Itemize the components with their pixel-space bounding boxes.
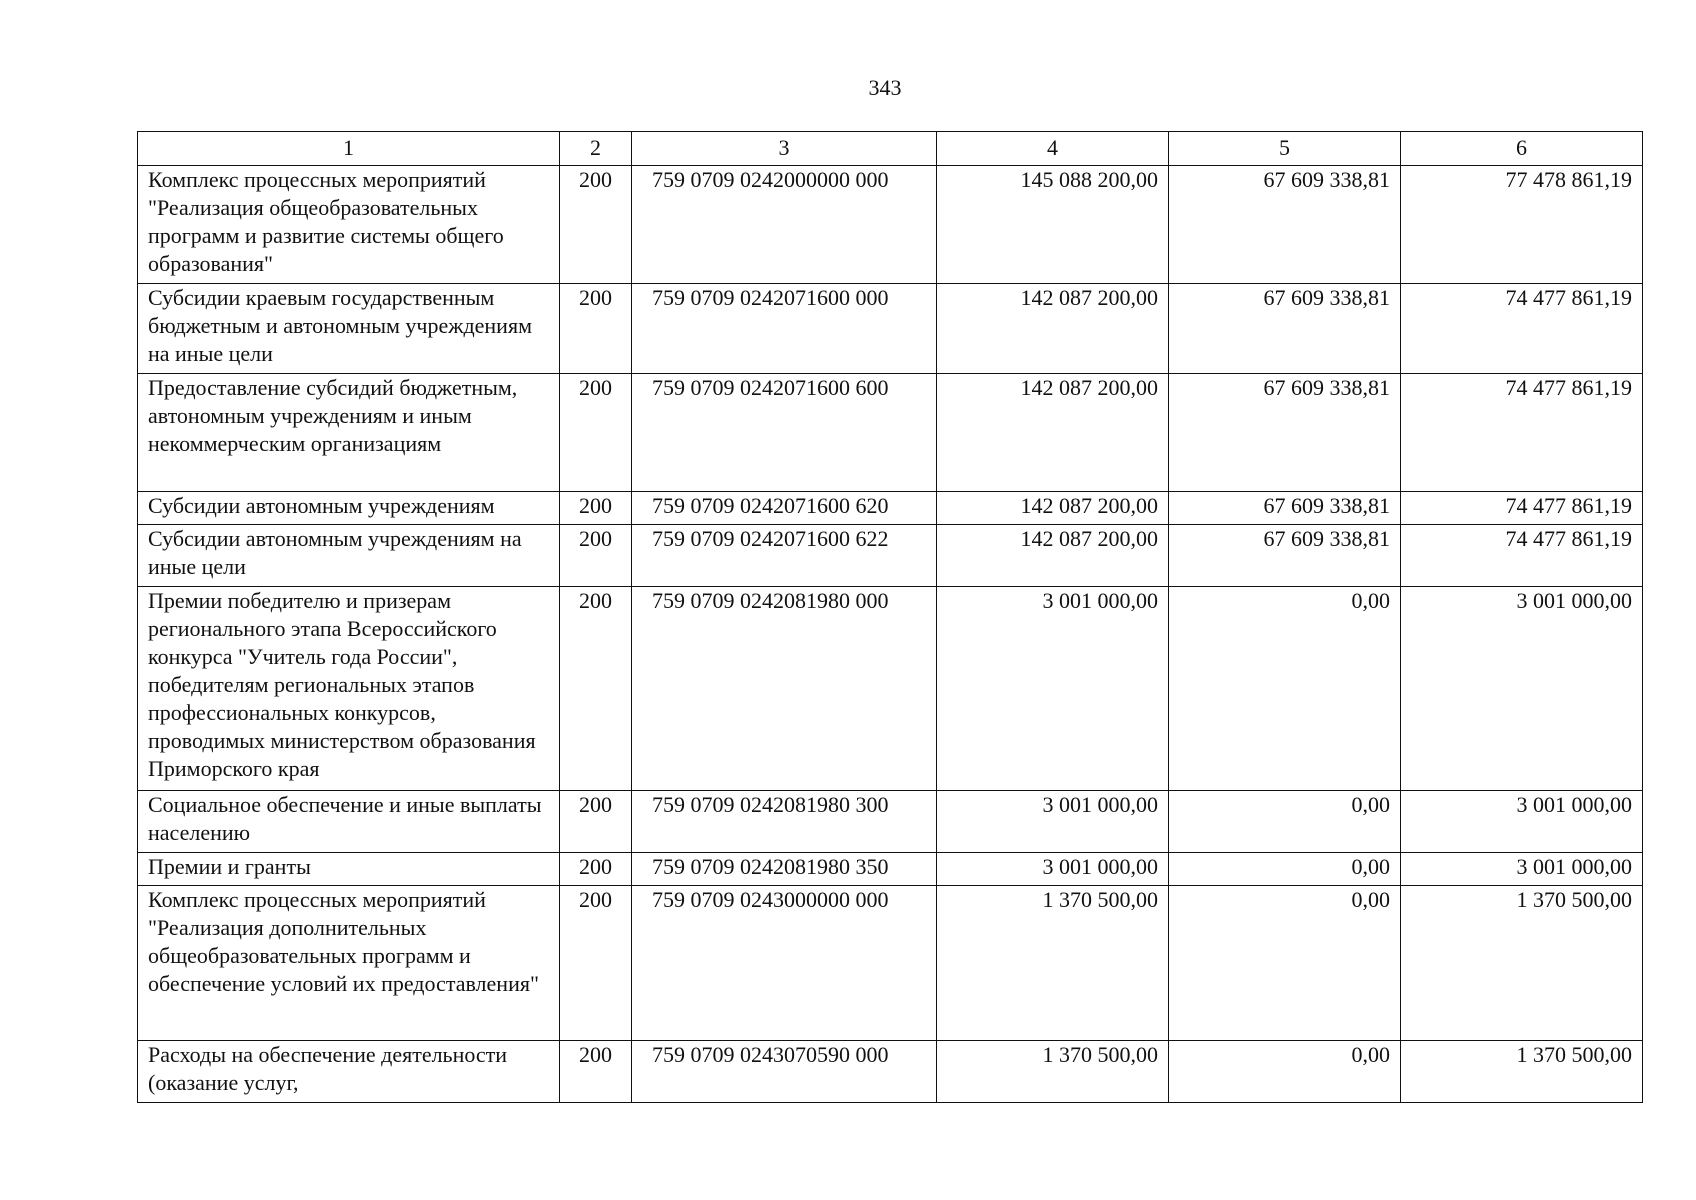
row-value-5: 67 609 338,81 [1169,166,1401,284]
row-code: 759 0709 0242071600 000 [632,284,937,374]
row-value-6: 3 001 000,00 [1401,587,1643,791]
row-code: 759 0709 0242071600 600 [632,374,937,492]
column-header-5: 5 [1169,132,1401,166]
table-row [138,374,1643,492]
row-value-5: 0,00 [1169,853,1401,886]
row-value-5: 67 609 338,81 [1169,492,1401,525]
row-name: Субсидии автономным учреждениям на иные цели [138,525,560,587]
table-body [138,166,1643,1103]
row-value-6: 74 477 861,19 [1401,492,1643,525]
column-header-6: 6 [1401,132,1643,166]
row-name: Социальное обеспечение и иные выплаты населению [138,791,560,853]
budget-table [137,131,1643,1103]
row-column-2: 200 [560,166,632,284]
row-column-2: 200 [560,587,632,791]
table-row [138,1041,1643,1103]
table-row [138,853,1643,886]
row-name: Субсидии автономным учреждениям [138,492,560,525]
row-value-4: 3 001 000,00 [937,853,1169,886]
column-header-1: 1 [138,132,560,166]
row-value-4: 1 370 500,00 [937,1041,1169,1103]
row-code: 759 0709 0243070590 000 [632,1041,937,1103]
row-code: 759 0709 0242081980 000 [632,587,937,791]
row-code: 759 0709 0242081980 350 [632,853,937,886]
page-number: 343 [868,75,902,100]
row-column-2: 200 [560,492,632,525]
row-value-4: 145 088 200,00 [937,166,1169,284]
row-code: 759 0709 0242071600 622 [632,525,937,587]
row-value-6: 74 477 861,19 [1401,525,1643,587]
table-row [138,791,1643,853]
row-name: Комплекс процессных мероприятий "Реализация дополнительных общеобразовательных программ и обеспечение условий их предоставления" [138,886,560,1041]
row-value-5: 0,00 [1169,886,1401,1041]
column-header-2: 2 [560,132,632,166]
row-value-6: 74 477 861,19 [1401,374,1643,492]
row-column-2: 200 [560,284,632,374]
table-row [138,284,1643,374]
row-value-5: 0,00 [1169,1041,1401,1103]
row-column-2: 200 [560,525,632,587]
row-column-2: 200 [560,1041,632,1103]
row-value-4: 142 087 200,00 [937,374,1169,492]
column-header-4: 4 [937,132,1169,166]
column-header-3: 3 [632,132,937,166]
row-code: 759 0709 0242081980 300 [632,791,937,853]
row-value-6: 74 477 861,19 [1401,284,1643,374]
row-value-6: 3 001 000,00 [1401,853,1643,886]
row-value-6: 1 370 500,00 [1401,886,1643,1041]
row-value-6: 1 370 500,00 [1401,1041,1643,1103]
row-value-5: 67 609 338,81 [1169,284,1401,374]
row-value-5: 0,00 [1169,791,1401,853]
row-value-4: 1 370 500,00 [937,886,1169,1041]
row-name: Премии победителю и призерам регионального этапа Всероссийского конкурса "Учитель года России", победителям региональных этапов профессиональных конкурсов, проводимых министерством образования Приморского края [138,587,560,791]
row-name: Предоставление субсидий бюджетным, автономным учреждениям и иным некоммерческим организациям [138,374,560,492]
row-code: 759 0709 0242071600 620 [632,492,937,525]
table-row [138,587,1643,791]
row-value-4: 142 087 200,00 [937,284,1169,374]
table-row [138,492,1643,525]
row-column-2: 200 [560,853,632,886]
row-name: Комплекс процессных мероприятий "Реализация общеобразовательных программ и развитие системы общего образования" [138,166,560,284]
row-value-5: 67 609 338,81 [1169,374,1401,492]
table-row [138,525,1643,587]
row-value-4: 142 087 200,00 [937,492,1169,525]
row-value-6: 77 478 861,19 [1401,166,1643,284]
row-value-5: 67 609 338,81 [1169,525,1401,587]
row-column-2: 200 [560,791,632,853]
row-code: 759 0709 0242000000 000 [632,166,937,284]
row-value-4: 142 087 200,00 [937,525,1169,587]
row-column-2: 200 [560,374,632,492]
table-row [138,886,1643,1041]
row-code: 759 0709 0243000000 000 [632,886,937,1041]
row-name: Расходы на обеспечение деятельности (оказание услуг, [138,1041,560,1103]
row-name: Премии и гранты [138,853,560,886]
header-row [138,132,1643,166]
table-row [138,166,1643,284]
row-column-2: 200 [560,886,632,1041]
row-value-4: 3 001 000,00 [937,791,1169,853]
row-value-4: 3 001 000,00 [937,587,1169,791]
table-header [138,132,1643,166]
row-name: Субсидии краевым государственным бюджетным и автономным учреждениям на иные цели [138,284,560,374]
row-value-5: 0,00 [1169,587,1401,791]
row-value-6: 3 001 000,00 [1401,791,1643,853]
